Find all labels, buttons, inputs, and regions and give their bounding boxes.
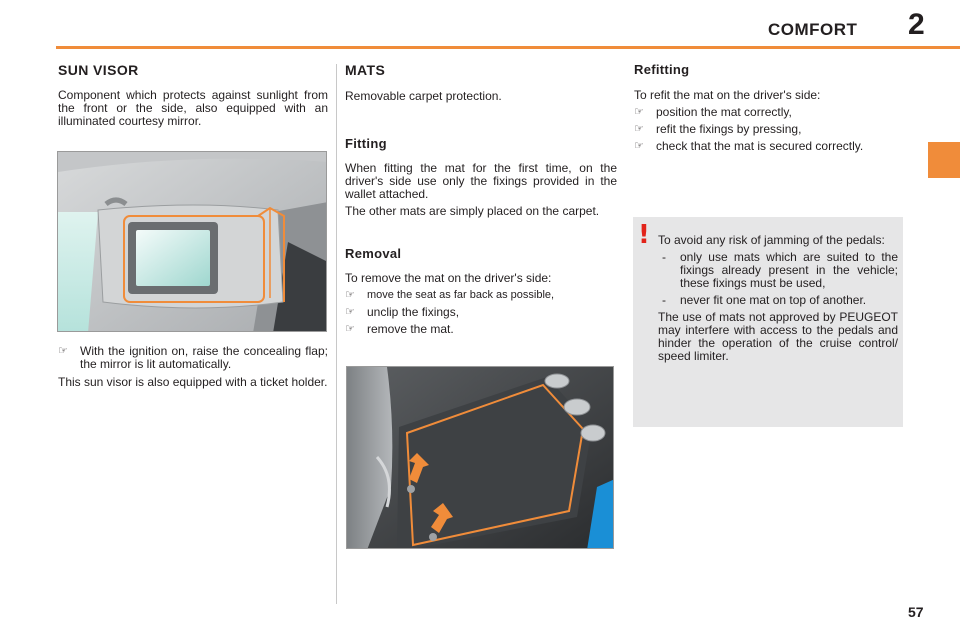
sun-visor-heading: SUN VISOR — [58, 62, 139, 78]
dash-marker: - — [662, 250, 666, 264]
list-item-text: only use mats which are suited to the fixings already present in the vehicle; these fixings must be used, — [680, 250, 898, 290]
mats-heading: MATS — [345, 62, 386, 78]
list-item — [345, 323, 617, 336]
list-item-text: position the mat correctly, — [656, 105, 792, 119]
fitting-paragraph-2: The other mats are simply placed on the carpet. — [345, 204, 600, 218]
list-item-text: refit the fixings by pressing, — [656, 122, 802, 136]
removal-heading: Removal — [345, 246, 402, 261]
refitting-heading: Refitting — [634, 62, 690, 77]
refitting-lead: To refit the mat on the driver's side: — [634, 88, 821, 102]
mats-intro: Removable carpet protection. — [345, 89, 502, 103]
refitting-section — [634, 62, 904, 153]
sun-visor-instructions — [58, 341, 328, 389]
sun-visor-section — [58, 62, 328, 128]
hand-pointer-icon: ☞ — [345, 289, 355, 301]
list-item — [634, 140, 904, 153]
dash-marker: - — [662, 293, 666, 307]
list-item — [658, 294, 898, 307]
chapter-tab — [928, 142, 960, 178]
hand-pointer-icon: ☞ — [634, 106, 644, 118]
sun-visor-illustration — [57, 151, 327, 332]
list-item — [58, 345, 328, 371]
hand-pointer-icon: ☞ — [345, 306, 355, 318]
floor-mat-illustration — [346, 366, 614, 549]
warning-lead: To avoid any risk of jamming of the pedals: — [658, 233, 885, 247]
warning-content — [658, 234, 898, 363]
list-item-text: check that the mat is secured correctly. — [656, 139, 864, 153]
list-item — [634, 106, 904, 119]
list-item — [345, 306, 617, 319]
list-item — [658, 251, 898, 290]
warning-closing: The use of mats not approved by PEUGEOT may interfere with access to the pedals and hinder the operation of the cruise control/ speed limiter. — [658, 310, 898, 363]
removal-lead: To remove the mat on the driver's side: — [345, 271, 552, 285]
hand-pointer-icon: ☞ — [634, 123, 644, 135]
page-number: 57 — [908, 604, 924, 620]
column-divider — [336, 64, 337, 604]
list-item — [634, 123, 904, 136]
hand-pointer-icon: ☞ — [58, 345, 68, 357]
warning-exclamation-icon: ! — [638, 220, 650, 250]
section-title: COMFORT — [768, 20, 858, 39]
list-item-text: With the ignition on, raise the concealing flap; the mirror is lit automatically. — [80, 344, 328, 371]
list-item-text: remove the mat. — [367, 322, 454, 336]
list-item-text: never fit one mat on top of another. — [680, 293, 867, 307]
header-rule — [56, 46, 960, 49]
list-item-text: unclip the fixings, — [367, 305, 460, 319]
hand-pointer-icon: ☞ — [634, 140, 644, 152]
list-item — [345, 289, 617, 302]
sun-visor-intro: Component which protects against sunlight from the front or the side, also equipped with an illuminated courtesy mirror. — [58, 88, 328, 128]
fitting-heading: Fitting — [345, 136, 387, 151]
hand-pointer-icon: ☞ — [345, 323, 355, 335]
mats-section — [345, 62, 617, 336]
list-item-text: move the seat as far back as possible, — [367, 289, 555, 301]
chapter-number: 2 — [908, 8, 925, 41]
fitting-paragraph-1: When fitting the mat for the first time, on the driver's side use only the fixings provided in the wallet attached. — [345, 161, 617, 201]
sun-visor-note: This sun visor is also equipped with a ticket holder. — [58, 375, 328, 389]
